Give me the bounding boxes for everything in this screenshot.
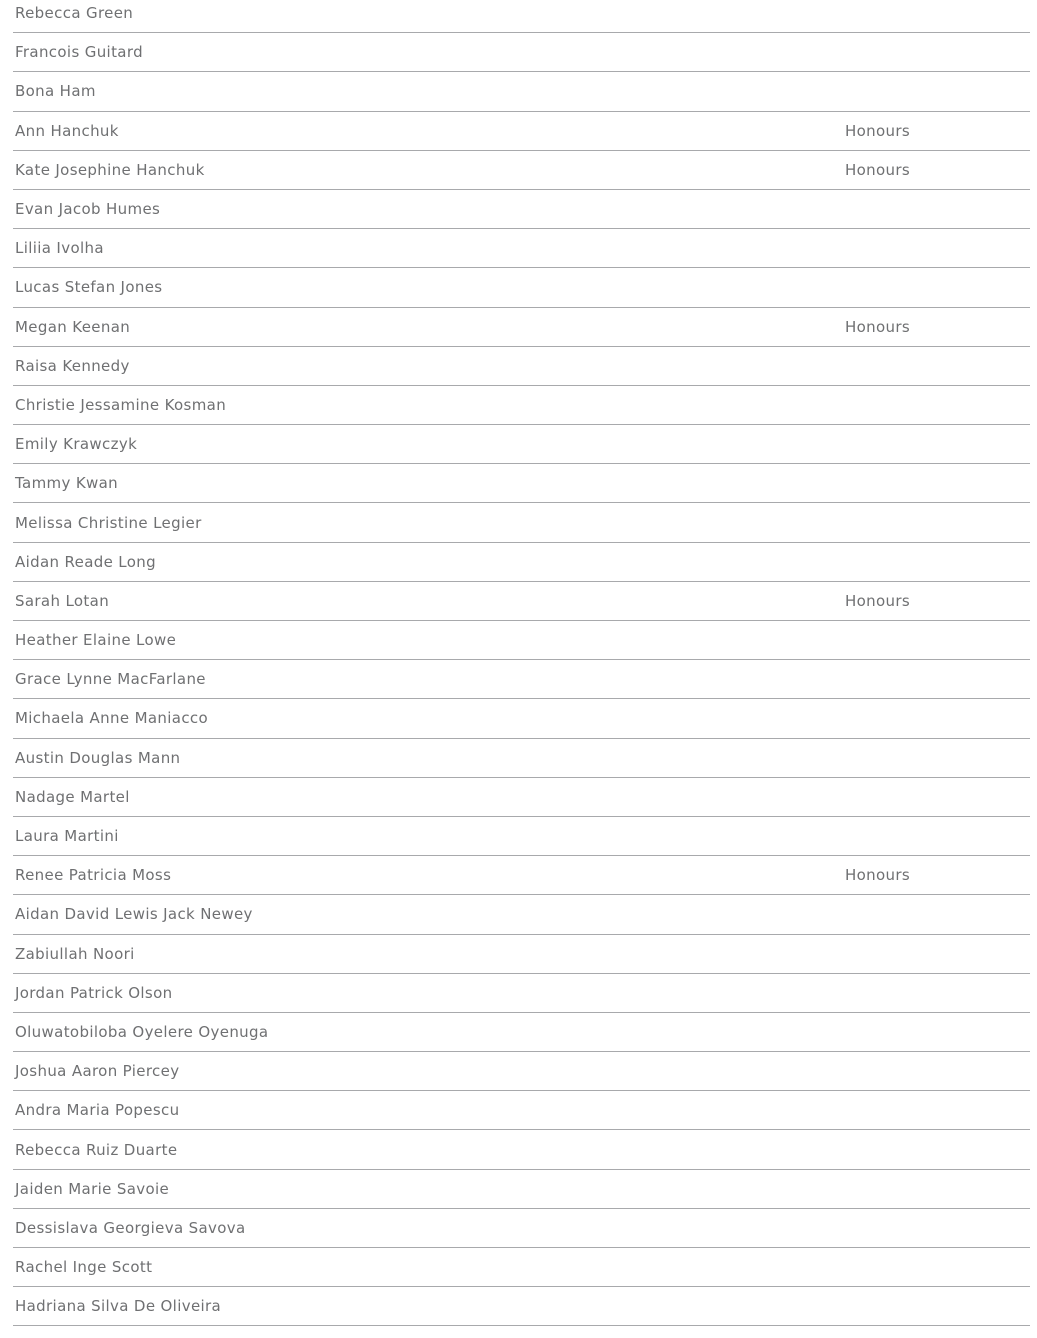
table-row — [13, 543, 1030, 582]
graduate-name: Christie Jessamine Kosman — [15, 395, 227, 414]
table-row — [13, 1052, 1030, 1091]
graduate-name: Rebecca Ruiz Duarte — [15, 1140, 178, 1159]
graduate-name: Melissa Christine Legier — [15, 513, 202, 532]
graduate-name: Zabiullah Noori — [15, 944, 135, 963]
table-row — [13, 229, 1030, 268]
table-row — [13, 386, 1030, 425]
table-row — [13, 1013, 1030, 1052]
graduate-name: Jaiden Marie Savoie — [15, 1179, 170, 1198]
graduate-name: Kate Josephine Hanchuk — [15, 160, 205, 179]
graduate-name: Rebecca Green — [15, 4, 134, 23]
table-row — [13, 151, 1030, 190]
honours-designation: Honours — [845, 591, 911, 610]
table-row — [13, 895, 1030, 934]
table-row — [13, 856, 1030, 895]
graduate-name: Heather Elaine Lowe — [15, 631, 177, 650]
table-row — [13, 935, 1030, 974]
graduate-name: Sarah Lotan — [15, 591, 110, 610]
graduate-name: Raisa Kennedy — [15, 356, 130, 375]
graduate-name: Ann Hanchuk — [15, 121, 119, 140]
graduate-name: Oluwatobiloba Oyelere Oyenuga — [15, 1022, 269, 1041]
graduate-name: Hadriana Silva De Oliveira — [15, 1297, 222, 1316]
table-row — [13, 503, 1030, 542]
honours-designation: Honours — [845, 317, 911, 336]
graduate-name: Liliia Ivolha — [15, 239, 104, 258]
graduate-name: Dessislava Georgieva Savova — [15, 1218, 246, 1237]
table-row — [13, 112, 1030, 151]
graduate-name: Aidan Reade Long — [15, 552, 157, 571]
honours-designation: Honours — [845, 160, 911, 179]
table-row — [13, 347, 1030, 386]
table-row — [13, 1248, 1030, 1287]
table-row — [13, 308, 1030, 347]
graduate-name: Joshua Aaron Piercey — [15, 1062, 180, 1081]
graduate-name: Emily Krawczyk — [15, 435, 138, 454]
table-row — [13, 72, 1030, 111]
honours-designation: Honours — [845, 866, 911, 885]
graduate-name: Renee Patricia Moss — [15, 866, 172, 885]
graduate-name: Jordan Patrick Olson — [15, 983, 173, 1002]
table-row — [13, 1130, 1030, 1169]
graduate-name: Nadage Martel — [15, 787, 130, 806]
table-row — [13, 699, 1030, 738]
table-row — [13, 582, 1030, 621]
graduate-name: Rachel Inge Scott — [15, 1258, 153, 1277]
table-row — [13, 817, 1030, 856]
graduate-name: Francois Guitard — [15, 43, 143, 62]
graduate-name: Tammy Kwan — [15, 474, 119, 493]
graduate-name: Aidan David Lewis Jack Newey — [15, 905, 253, 924]
graduate-name: Laura Martini — [15, 827, 119, 846]
table-row — [13, 660, 1030, 699]
table-row — [13, 1209, 1030, 1248]
graduate-name: Grace Lynne MacFarlane — [15, 670, 206, 689]
graduate-name: Austin Douglas Mann — [15, 748, 181, 767]
graduate-name: Evan Jacob Humes — [15, 200, 161, 219]
table-row — [13, 739, 1030, 778]
graduate-name: Michaela Anne Maniacco — [15, 709, 209, 728]
table-row — [13, 778, 1030, 817]
table-row — [13, 0, 1030, 33]
table-row — [13, 1287, 1030, 1326]
graduate-name: Bona Ham — [15, 82, 96, 101]
graduate-name: Lucas Stefan Jones — [15, 278, 163, 297]
table-row — [13, 974, 1030, 1013]
table-row — [13, 190, 1030, 229]
graduate-name: Andra Maria Popescu — [15, 1101, 180, 1120]
table-row — [13, 268, 1030, 307]
graduate-name: Megan Keenan — [15, 317, 131, 336]
table-row — [13, 425, 1030, 464]
table-row — [13, 621, 1030, 660]
graduates-table — [13, 0, 1030, 1326]
table-row — [13, 1091, 1030, 1130]
honours-designation: Honours — [845, 121, 911, 140]
table-row — [13, 464, 1030, 503]
table-row — [13, 1170, 1030, 1209]
table-row — [13, 33, 1030, 72]
